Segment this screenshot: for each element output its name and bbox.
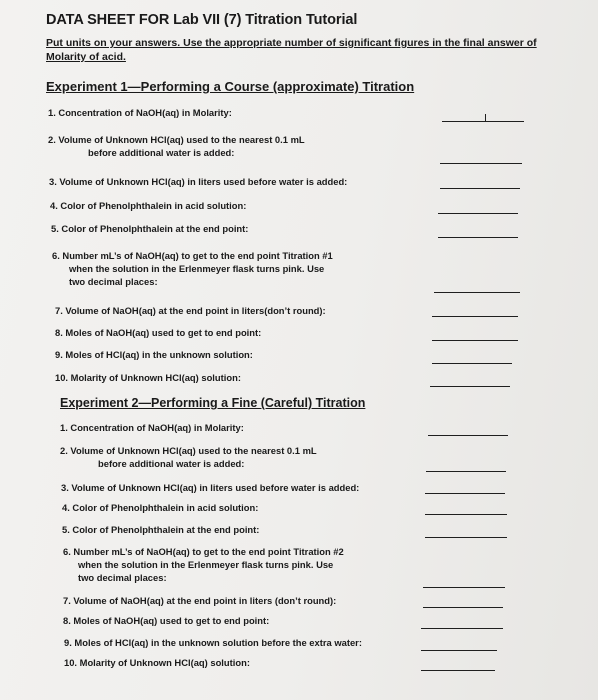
experiment1-question-2-line-1: 2. Volume of Unknown HCl(aq) used to the nearest 0.1 mL — [48, 134, 305, 145]
experiment1-question-6-line-3: two decimal places: — [69, 276, 158, 287]
pen-mark — [485, 114, 486, 121]
experiment2-question-9-line-1: 9. Moles of HCl(aq) in the unknown solution before the extra water: — [64, 637, 362, 648]
experiment2-question-5-line-1: 5. Color of Phenolphthalein at the end point: — [62, 524, 260, 535]
experiment1-answer-blank-4[interactable] — [438, 213, 518, 214]
experiment1-answer-blank-8[interactable] — [432, 340, 518, 341]
experiment2-question-3-line-1: 3. Volume of Unknown HCl(aq) in liters used before water is added: — [61, 482, 360, 493]
experiment1-answer-blank-2[interactable] — [440, 163, 522, 164]
page-title: DATA SHEET FOR Lab VII (7) Titration Tutorial — [46, 12, 358, 28]
experiment1-question-1-line-1: 1. Concentration of NaOH(aq) in Molarity: — [48, 107, 232, 118]
experiment-1-heading: Experiment 1—Performing a Course (approximate) Titration — [46, 79, 415, 94]
experiment2-answer-blank-1[interactable] — [428, 435, 508, 436]
experiment2-question-6-line-3: two decimal places: — [78, 572, 167, 583]
experiment2-answer-blank-9[interactable] — [421, 650, 497, 651]
experiment2-answer-blank-2[interactable] — [426, 471, 506, 472]
experiment2-answer-blank-8[interactable] — [421, 628, 503, 629]
experiment2-question-6-line-1: 6. Number mL’s of NaOH(aq) to get to the end point Titration #2 — [63, 546, 344, 557]
experiment1-question-5-line-1: 5. Color of Phenolphthalein at the end point: — [51, 223, 249, 234]
experiment2-answer-blank-10[interactable] — [421, 670, 495, 671]
experiment2-answer-blank-5[interactable] — [425, 537, 507, 538]
experiment2-question-4-line-1: 4. Color of Phenolphthalein in acid solution: — [62, 502, 259, 513]
experiment1-answer-blank-1[interactable] — [442, 121, 524, 122]
experiment1-question-2-line-2: before additional water is added: — [88, 147, 235, 158]
instructions-line-1: Put units on your answers. Use the appropriate number of significant figures in the final answer of — [46, 37, 537, 49]
experiment2-question-2-line-2: before additional water is added: — [98, 458, 245, 469]
experiment1-answer-blank-3[interactable] — [440, 188, 520, 189]
experiment1-question-4-line-1: 4. Color of Phenolphthalein in acid solution: — [50, 200, 247, 211]
experiment1-question-6-line-2: when the solution in the Erlenmeyer flask turns pink. Use — [69, 263, 325, 274]
experiment2-question-8-line-1: 8. Moles of NaOH(aq) used to get to end point: — [63, 615, 270, 626]
experiment1-answer-blank-10[interactable] — [430, 386, 510, 387]
experiment1-question-3-line-1: 3. Volume of Unknown HCl(aq) in liters used before water is added: — [49, 176, 348, 187]
experiment1-answer-blank-6[interactable] — [434, 292, 520, 293]
experiment-2-heading: Experiment 2—Performing a Fine (Careful) Titration — [60, 396, 366, 410]
experiment2-question-10-line-1: 10. Molarity of Unknown HCl(aq) solution: — [64, 657, 250, 668]
experiment2-answer-blank-4[interactable] — [425, 514, 507, 515]
experiment2-question-1-line-1: 1. Concentration of NaOH(aq) in Molarity: — [60, 422, 244, 433]
experiment1-question-9-line-1: 9. Moles of HCl(aq) in the unknown solution: — [55, 349, 253, 360]
experiment1-question-10-line-1: 10. Molarity of Unknown HCl(aq) solution: — [55, 372, 241, 383]
experiment2-question-6-line-2: when the solution in the Erlenmeyer flask turns pink. Use — [78, 559, 334, 570]
instructions-line-2: Molarity of acid. — [46, 51, 126, 63]
experiment2-question-2-line-1: 2. Volume of Unknown HCl(aq) used to the nearest 0.1 mL — [60, 445, 317, 456]
experiment1-answer-blank-5[interactable] — [438, 237, 518, 238]
experiment1-answer-blank-9[interactable] — [432, 363, 512, 364]
experiment2-answer-blank-3[interactable] — [425, 493, 505, 494]
experiment1-answer-blank-7[interactable] — [432, 316, 518, 317]
experiment2-answer-blank-7[interactable] — [423, 607, 503, 608]
experiment2-question-7-line-1: 7. Volume of NaOH(aq) at the end point in liters (don’t round): — [63, 595, 337, 606]
experiment2-answer-blank-6[interactable] — [423, 587, 505, 588]
experiment1-question-8-line-1: 8. Moles of NaOH(aq) used to get to end point: — [55, 327, 262, 338]
experiment1-question-6-line-1: 6. Number mL’s of NaOH(aq) to get to the end point Titration #1 — [52, 250, 333, 261]
experiment1-question-7-line-1: 7. Volume of NaOH(aq) at the end point in liters(don’t round): — [55, 305, 326, 316]
